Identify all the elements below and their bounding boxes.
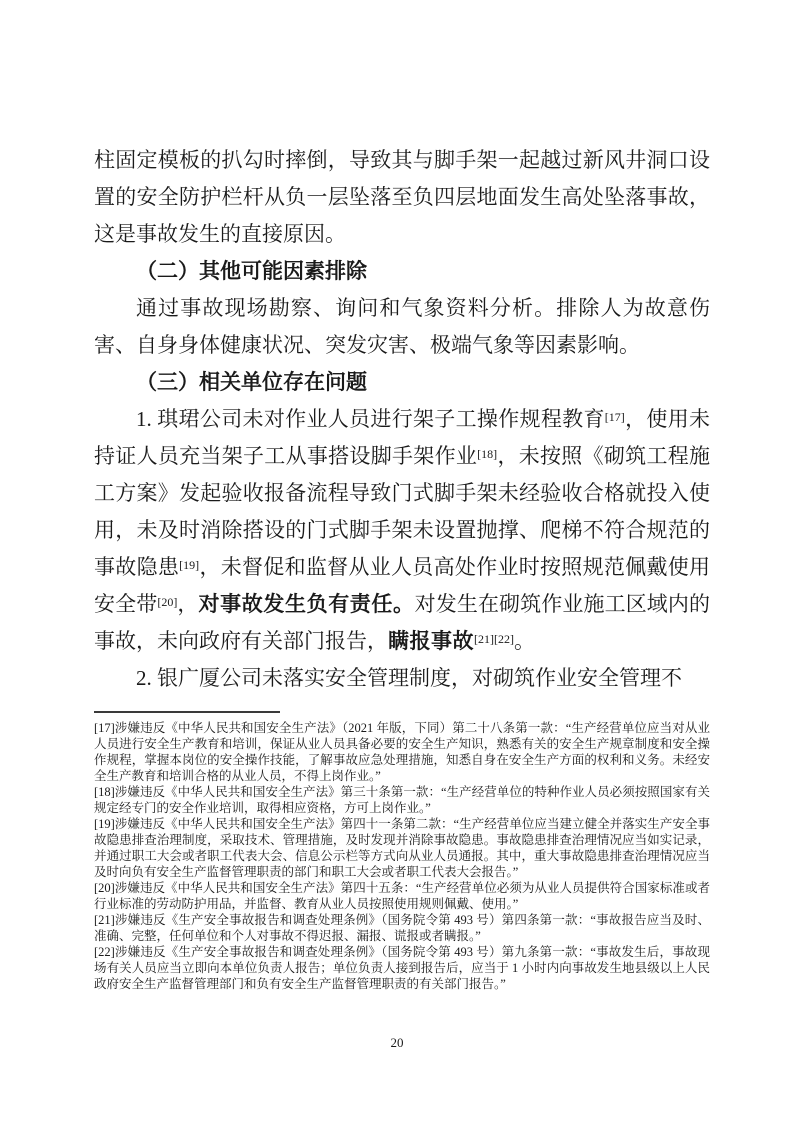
footnote-18: [18]涉嫌违反《中华人民共和国安全生产法》第三十条第一款：“生产经营单位的特种作业人员必须按照国家有关规定经专门的安全作业培训，取得相应资格，方可上岗作业。” <box>94 785 710 815</box>
paragraph-item-1 <box>94 401 710 660</box>
body-text <box>94 142 710 697</box>
item1-segment: 1. 琪珺公司未对作业人员进行架子工操作规程教育 <box>136 407 605 431</box>
footnotes-section <box>94 720 710 992</box>
paragraph-direct-cause: 柱固定模板的扒勾时摔倒，导致其与脚手架一起越过新风井洞口设置的安全防护栏杆从负一层坠落至负四层地面发生高处坠落事故，这是事故发生的直接原因。 <box>94 148 710 246</box>
footnote-ref-18: [18] <box>477 446 498 461</box>
paragraph-factor-exclusion: 通过事故现场勘察、询问和气象资料分析。排除人为故意伤害、自身身体健康状况、突发灾害、极端气象等因素影响。 <box>94 296 710 357</box>
page-content <box>94 142 710 992</box>
item1-segment: 。 <box>513 629 535 653</box>
footnote-19: [19]涉嫌违反《中华人民共和国安全生产法》第四十一条第二款：“生产经营单位应当建立健全并落实生产安全事故隐患排查治理制度，采取技术、管理措施，及时发现并消除事故隐患。事故隐患排查治理情况应当如实记录，并通过职工大会或者职工代表大会、信息公示栏等方式向从业人员通报。其中，重大事故隐患排查治理情况应当及时向负有安全生产监督管理职责的部门和职工大会或者职工代表大会报告。” <box>94 817 710 879</box>
heading-unit-problems: （三）相关单位存在问题 <box>136 370 367 394</box>
paragraph-item-2: 2. 银广厦公司未落实安全管理制度，对砌筑作业安全管理不 <box>136 666 682 690</box>
item1-segment: 对发生在砌筑作业施工区域内的事故，未向政府有关部门报告， <box>94 592 711 653</box>
heading-other-factors: （二）其他可能因素排除 <box>136 259 367 283</box>
item1-segment: ，使用未持证人员充当架子工从事搭设脚手架作业 <box>94 407 711 468</box>
footnote-20: [20]涉嫌违反《中华人民共和国安全生产法》第四十五条：“生产经营单位必须为从业人员提供符合国家标准或者行业标准的劳动防护用品，并监督、教育从业人员按照使用规则佩戴、使用。” <box>94 881 710 911</box>
footnote-22: [22]涉嫌违反《生产安全事故报告和调查处理条例》（国务院令第 493 号）第九条第一款：“事故发生后，事故现场有关人员应当立即向本单位负责人报告；单位负责人接到报告后，应当于 1 小时内向事故发生地县级以上人民政府安全生产监督管理部门和负有安全生产监督管理职责的有关部门报告。” <box>94 945 710 991</box>
item1-segment: ， <box>177 592 199 616</box>
footnote-ref-17: [17] <box>604 409 625 424</box>
item1-bold-concealment: 瞒报事故 <box>388 630 474 653</box>
footnote-ref-21-22: [21][22] <box>474 631 514 646</box>
item1-segment: ，未督促和监督从业人员高处作业时按照规范佩戴使用安全带 <box>94 555 711 616</box>
footnote-separator-line <box>94 711 280 713</box>
page-number: 20 <box>390 1035 404 1050</box>
footnote-ref-20: [20] <box>157 594 178 609</box>
footnote-ref-19: [19] <box>179 557 200 572</box>
item1-bold-responsibility: 对事故发生负有责任。 <box>198 593 415 616</box>
footnote-17: [17]涉嫌违反《中华人民共和国安全生产法》（2021 年版，下同）第二十八条第一款：“生产经营单位应当对从业人员进行安全生产教育和培训，保证从业人员具备必要的安全生产知识，熟悉有关的安全生产规章制度和安全操作规程，掌握本岗位的安全操作技能，了解事故应急处理措施，知悉自身在安全生产方面的权利和义务。未经安全生产教育和培训合格的从业人员，不得上岗作业。” <box>94 721 710 783</box>
footnote-21: [21]涉嫌违反《生产安全事故报告和调查处理条例》（国务院令第 493 号）第四条第一款：“事故报告应当及时、准确、完整，任何单位和个人对事故不得迟报、漏报、谎报或者瞒报。” <box>94 913 710 943</box>
item1-segment: ，未按照《砌筑工程施工方案》发起验收报备流程导致门式脚手架未经验收合格就投入使用，未及时消除搭设的门式脚手架未设置抛撑、爬梯不符合规范的事故隐患 <box>94 444 711 579</box>
